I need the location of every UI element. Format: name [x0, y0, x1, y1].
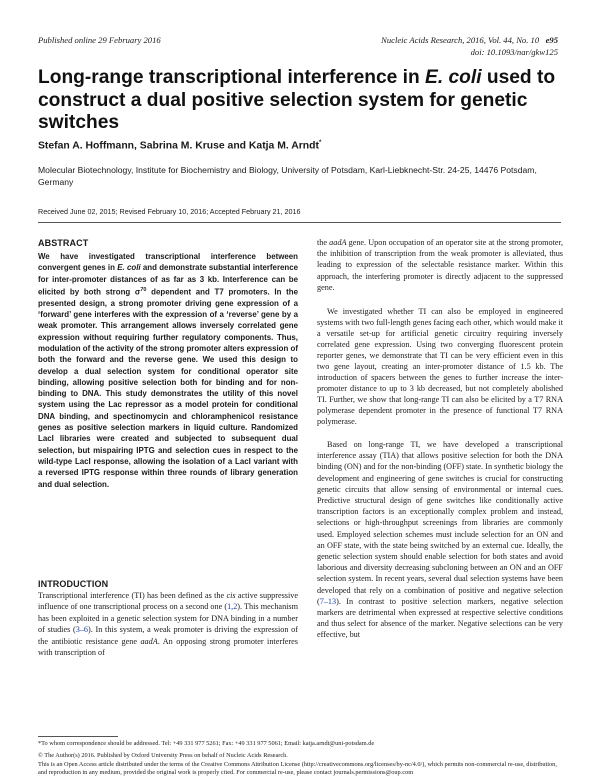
col2-p3-a: Based on long-range TI, we have developed a transcriptional interference assay (TIA) that allows positive selection for both the DNA binding (ON) and for the non-binding (OFF) state. In synthetic biology the development and engineering of gene switches is crucial for constructing genetic circuits that allow sensing of environmental or internal cues. Predictive structural design of gene switches like conditionally active transcription factors is an exceptionally complex problem and instead, selections or high-throughput screenings from libraries are commonly used. Employed selection schemes must include selection for an ON and an OFF state, with the state being switched by an external cue. Ideally, the genetic selection system should enable selection for both states and avoid laborious and diversity decreasing subcloning between an ON and an OFF selection system. In recent years, several dual selection systems have been developed that rely on a combination of positive and negative selection ( [317, 440, 563, 606]
intro-text-1: Transcriptional interference (TI) has been defined as the [38, 591, 227, 600]
abstract-body [38, 251, 298, 490]
paper-title [38, 67, 563, 135]
received-dates: Received June 02, 2015; Revised February 10, 2016; Accepted February 21, 2016 [38, 207, 301, 216]
citation-link[interactable]: 7–13 [319, 596, 337, 606]
page-number: e95 [545, 35, 558, 45]
abstract-text-2: and demonstrate substantial interference for inter-promoter distances of as far as 3 kb. Interference can be elicited by both strong σ [38, 263, 299, 297]
title-part-2: used to construct a dual positive selection system for genetic switches [38, 67, 556, 133]
correspondence-footnote: *To whom correspondence should be addressed. Tel: +49 331 977 5261; Fax: +49 331 977 5061; Email: katja.arndt@uni-potsdam.de [38, 740, 375, 747]
doi[interactable]: doi: 10.1093/nar/gkw125 [470, 47, 558, 57]
title-organism: E. coli [425, 67, 482, 88]
column2-paragraph-1 [317, 237, 563, 293]
header-divider [38, 222, 561, 223]
affiliation: Molecular Biotechnology, Institute for Biochemistry and Biology, University of Potsdam, Karl-Liebknecht-Str. 24-25, 14476 Potsdam, Germany [38, 165, 537, 187]
intro-text-2: active suppressive influence of one transcriptional process on a second one ( [38, 591, 298, 612]
col2-p1-rest: gene. Upon occupation of an operator site at the strong promoter, the inhibition of transcription from the weak promoter is alleviated, thus leading to expression of the selectable resistance marker. Within this approach, the interfering promoter is directly adjacent to the suppressed gene. [317, 238, 563, 292]
copyright-line-1: © The Author(s) 2016. Published by Oxford University Press on behalf of Nucleic Acids Research. [38, 752, 288, 759]
introduction-heading: INTRODUCTION [38, 579, 109, 589]
intro-text-3: ). This mechanism has been exploited in a genetic selection system for DNA binding in a number of studies ( [38, 602, 298, 635]
author-list [38, 140, 321, 151]
abstract-text-3: dependent and T7 promoters. In the presented design, a strong promoter driving gene expression of a ‘forward’ gene interferes with the expression of a ‘reverse’ gene by a weak promoter. This arrangement allows inversely correlated gene expression without requiring further regulatory components. Thus, modulation of the activity of the strong promoter alters expression of both the forward and the reverse gene. We used this design to develop a dual selection system for conditional operator site binding, allowing positive selection both for binding and for non-binding to DNA. This study demonstrates the utility of this novel system using the Lac repressor as a model protein for conditional DNA binding, and spectinomycin and chloramphenicol resistance genes as positive selection markers in liquid culture. Randomized LacI libraries were created and subjected to subsequent dual selection, but mispairing IPTG and selection cues in respect to the wild-type LacI response, allowing the isolation of a LacI variant with a reversed IPTG response within three rounds of library generation and dual selection. [38, 287, 298, 489]
column2-paragraph-3 [317, 439, 563, 641]
journal-name: Nucleic Acids Research, 2016, Vol. 44, No. 10 [381, 35, 540, 45]
journal-citation [318, 35, 558, 45]
license-text: This is an Open Access article distributed under the terms of the Creative Commons Attribution License (http://creativecommons.org/licenses/by-nc/4.0/), which permits non-commercial re-use, distribution, and reproduction in any medium, provided the original work is properly cited. For commercial re-use, please contact journals.permissions@oup.com [38, 760, 557, 776]
column2-paragraph-2: We investigated whether TI can also be employed in engineered systems with two full-length genes facing each other, which would make it a versatile set-up for artificial genetic circuitry requiring inversely correlated gene expression. Using two converging fluorescent protein reporter genes, we demonstrate that TI can be very efficient even in this two gene layout, creating an inter-promoter distance of 1.5 kb. The introduction of spacers between the genes to further increase the inter-promoter distance to up to 3 kb decreased, but not completely abolished TI. Further, we show that long-range TI can also be elicited by a T7 RNA polymerase dependent promoter in the presence of functional T7 RNA polymerase. [317, 307, 563, 427]
citation-link[interactable]: 1,2 [227, 602, 238, 612]
abstract-text-1: We have investigated transcriptional interference between convergent genes in [38, 252, 298, 273]
col2-p3-b: ). In contrast to positive selection markers, negative selection markers are detrimental when expressed at respective selective conditions and thus select for absence of the marker. Negative selections can be very effective, but [317, 596, 563, 640]
introduction-body [38, 590, 298, 658]
author-names: Stefan A. Hoffmann, Sabrina M. Kruse and Katja M. Arndt [38, 140, 319, 152]
intro-aada: aadA [140, 636, 158, 646]
published-date: Published online 29 February 2016 [38, 35, 161, 45]
abstract-organism: E. coli [117, 263, 141, 273]
abstract-heading: ABSTRACT [38, 238, 89, 248]
copyright-notice [38, 752, 561, 778]
citation-link[interactable]: 3–6 [75, 625, 89, 635]
col2-p1-aada: aadA [329, 238, 347, 247]
intro-cis: cis [226, 591, 236, 600]
intro-text-4: ). In this system, a weak promoter is driving the expression of the antibiotic resistance gene [38, 625, 298, 646]
sigma-superscript: 70 [140, 286, 147, 293]
footnote-divider [38, 736, 118, 737]
intro-text-5: . An opposing strong promoter interferes with transcription of [38, 636, 298, 658]
corresponding-mark: * [318, 140, 322, 146]
col2-p1-lead: the [317, 238, 330, 247]
title-part-1: Long-range transcriptional interference in [38, 67, 426, 88]
